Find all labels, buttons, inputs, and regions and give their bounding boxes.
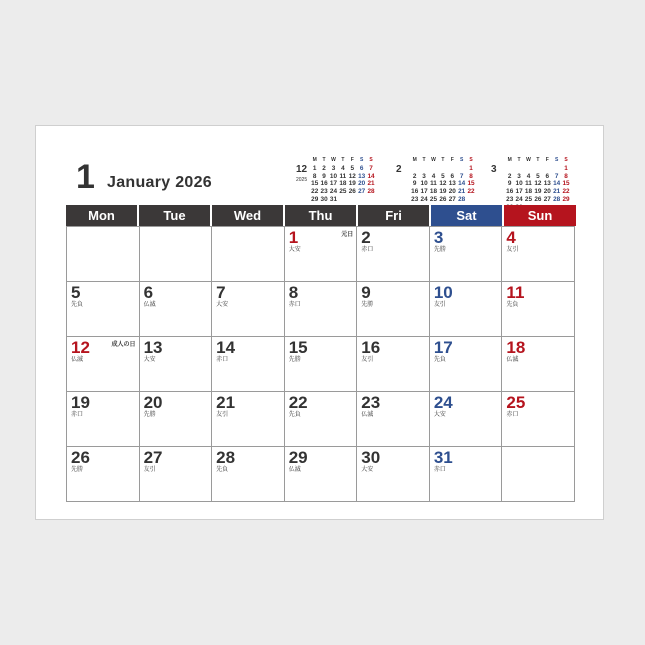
rokuyo-label: 先負 (71, 302, 84, 308)
mini-day: 28 (367, 188, 375, 196)
mini-day: 22 (311, 188, 319, 196)
day-cell (285, 227, 358, 282)
day-cell (140, 447, 213, 502)
day-cell (67, 282, 140, 337)
mini-day: 24 (420, 195, 428, 203)
rokuyo-label: 友引 (143, 467, 156, 473)
mini-day: 13 (543, 180, 551, 188)
mini-day: 14 (458, 180, 466, 188)
rokuyo-label: 赤口 (361, 247, 374, 253)
day-number: 19 (71, 393, 90, 412)
day-number: 12 (71, 338, 90, 357)
mini-day (514, 165, 523, 173)
mini-day: 21 (553, 188, 561, 196)
mini-weekday-header: T (536, 157, 540, 163)
mini-day: 23 (411, 195, 419, 203)
mini-day: 15 (311, 180, 319, 188)
rokuyo-label: 仏滅 (143, 302, 156, 308)
mini-day: 7 (459, 172, 464, 180)
mini-day (552, 165, 561, 173)
day-number: 13 (143, 338, 163, 357)
rokuyo-label: 大安 (433, 412, 446, 418)
weekday-header (66, 205, 576, 226)
mini-calendar-label: 12 (296, 164, 308, 175)
mini-weekday-header: T (517, 157, 521, 163)
mini-calendar-label: 3 (491, 164, 497, 175)
day-cell (67, 337, 140, 392)
mini-day: 6 (545, 172, 550, 180)
day-number: 16 (361, 338, 381, 357)
day-cell (430, 337, 503, 392)
day-number: 11 (506, 283, 525, 302)
mini-day: 9 (412, 180, 417, 188)
day-cell (357, 447, 430, 502)
mini-weekday-header: S (469, 157, 473, 163)
rokuyo-label: 先負 (288, 412, 301, 418)
mini-weekday-header: M (412, 157, 417, 163)
day-number: 29 (288, 448, 308, 467)
mini-day: 11 (430, 180, 437, 188)
mini-day: 25 (429, 195, 438, 203)
mini-day (419, 165, 428, 173)
mini-day: 25 (339, 188, 347, 196)
mini-day: 21 (458, 188, 466, 196)
mini-weekday-header: T (322, 157, 326, 163)
mini-day: 7 (554, 172, 559, 180)
weekday-wed: Wed (212, 205, 283, 226)
mini-weekday-header: S (459, 157, 464, 163)
mini-day: 4 (341, 164, 345, 172)
rokuyo-label: 赤口 (506, 412, 519, 418)
mini-day (410, 165, 419, 173)
mini-day: 19 (439, 188, 447, 196)
mini-day: 29 (562, 195, 570, 203)
rokuyo-label: 赤口 (433, 467, 446, 473)
mini-day (366, 196, 375, 204)
day-number: 2 (361, 228, 371, 247)
day-cell (67, 447, 140, 502)
day-number: 20 (143, 393, 163, 412)
day-number: 9 (361, 283, 371, 302)
mini-day: 10 (329, 172, 338, 180)
mini-day: 18 (339, 180, 347, 188)
mini-day: 10 (420, 180, 428, 188)
rokuyo-label: 赤口 (216, 357, 229, 363)
mini-day: 17 (515, 188, 523, 196)
day-cell (212, 447, 285, 502)
day-number: 1 (288, 228, 299, 247)
rokuyo-label: 先勝 (361, 302, 374, 308)
rokuyo-label: 赤口 (71, 412, 84, 418)
day-cell (140, 337, 213, 392)
mini-day: 27 (358, 188, 366, 196)
rokuyo-label: 仏滅 (288, 467, 301, 473)
mini-weekday-header: T (422, 157, 426, 163)
day-number: 23 (361, 393, 381, 412)
mini-day: 20 (543, 188, 551, 196)
mini-day: 6 (450, 172, 455, 180)
rokuyo-label: 先勝 (288, 357, 301, 363)
day-cell (502, 282, 575, 337)
rokuyo-label: 仏滅 (71, 357, 84, 363)
rokuyo-label: 友引 (433, 302, 446, 308)
mini-day: 22 (562, 188, 570, 196)
day-number: 22 (288, 393, 308, 412)
mini-day (338, 196, 347, 204)
day-number: 10 (433, 283, 453, 302)
mini-day (457, 165, 466, 173)
rokuyo-label: 大安 (143, 357, 156, 363)
day-number: 15 (288, 338, 308, 357)
month-grid (66, 226, 575, 502)
day-cell (140, 227, 213, 282)
mini-day (543, 165, 552, 173)
mini-weekday-header: S (369, 157, 373, 163)
mini-day: 13 (358, 172, 366, 180)
mini-day: 8 (469, 172, 473, 180)
mini-day: 12 (348, 172, 356, 180)
mini-day: 8 (312, 172, 317, 180)
day-cell (140, 282, 213, 337)
mini-weekday-header: W (331, 157, 336, 163)
rokuyo-label: 先勝 (433, 247, 446, 253)
mini-day: 30 (320, 195, 328, 203)
mini-day: 4 (526, 172, 531, 180)
weekday-mon: Mon (66, 205, 137, 226)
mini-day: 23 (320, 188, 328, 196)
mini-weekday-header: F (545, 157, 549, 163)
mini-day: 17 (420, 188, 428, 196)
day-cell (67, 392, 140, 447)
day-cell (502, 392, 575, 447)
day-number: 3 (433, 228, 444, 247)
mini-day: 3 (422, 172, 426, 180)
mini-day (505, 165, 514, 173)
mini-day: 14 (367, 172, 375, 180)
mini-weekday-header: M (312, 157, 317, 163)
rokuyo-label: 大安 (288, 247, 301, 253)
mini-day: 12 (534, 180, 542, 188)
mini-weekday-header: S (359, 157, 364, 163)
mini-day: 28 (553, 195, 561, 203)
mini-day: 23 (506, 195, 514, 203)
month-number: 1 (76, 158, 95, 196)
mini-day: 13 (448, 180, 456, 188)
day-cell (430, 227, 503, 282)
mini-day: 3 (517, 172, 521, 180)
mini-day: 26 (348, 188, 356, 196)
day-number: 25 (506, 393, 526, 412)
mini-weekday-header: F (350, 157, 354, 163)
mini-day: 26 (439, 195, 447, 203)
mini-day: 3 (331, 164, 336, 172)
rokuyo-label: 赤口 (288, 302, 301, 308)
day-cell (502, 447, 575, 502)
mini-weekday-header: F (450, 157, 454, 163)
mini-day: 5 (536, 172, 540, 180)
mini-day: 17 (329, 180, 338, 188)
day-number: 5 (71, 283, 81, 302)
day-number: 14 (216, 338, 236, 357)
mini-day: 2 (412, 172, 417, 180)
mini-calendar-label: 2 (396, 164, 402, 175)
mini-day: 10 (515, 180, 523, 188)
mini-weekday-header: S (564, 157, 568, 163)
day-cell (285, 337, 358, 392)
mini-day: 24 (329, 188, 338, 196)
mini-day: 5 (350, 164, 355, 172)
mini-day: 22 (467, 188, 475, 196)
mini-day (448, 165, 457, 173)
mini-day: 24 (515, 195, 523, 203)
mini-day: 19 (348, 180, 356, 188)
mini-day: 11 (525, 180, 532, 188)
rokuyo-label: 先勝 (71, 467, 84, 473)
mini-weekday-header: M (507, 157, 512, 163)
day-number: 30 (361, 448, 381, 467)
mini-day: 20 (358, 180, 366, 188)
mini-day (357, 196, 366, 204)
mini-day: 21 (367, 180, 375, 188)
mini-day: 15 (562, 180, 570, 188)
mini-day: 2 (507, 172, 512, 180)
weekday-tue: Tue (139, 205, 210, 226)
day-cell (430, 447, 503, 502)
day-number: 28 (216, 448, 236, 467)
mini-day: 8 (564, 172, 568, 180)
day-cell (212, 337, 285, 392)
mini-day: 16 (506, 188, 514, 196)
mini-day: 28 (458, 195, 466, 203)
rokuyo-label: 先負 (433, 357, 446, 363)
holiday-label: 元日 (341, 232, 354, 238)
rokuyo-label: 仏滅 (361, 412, 374, 418)
rokuyo-label: 先負 (506, 302, 519, 308)
mini-day (348, 196, 357, 204)
mini-day: 1 (564, 164, 568, 172)
mini-calendar-year: 2025 (296, 177, 308, 183)
mini-day: 6 (359, 164, 364, 172)
mini-weekday-header: S (554, 157, 559, 163)
day-number: 24 (433, 393, 453, 412)
mini-day: 25 (524, 195, 533, 203)
day-cell (212, 227, 285, 282)
day-number: 21 (216, 393, 236, 412)
mini-day (533, 165, 542, 173)
mini-weekday-header: T (341, 157, 345, 163)
mini-weekday-header: W (526, 157, 531, 163)
mini-day: 27 (448, 195, 456, 203)
day-cell (285, 447, 358, 502)
mini-day: 26 (534, 195, 542, 203)
day-cell (357, 227, 430, 282)
day-cell (357, 282, 430, 337)
day-cell (67, 227, 140, 282)
day-number: 27 (143, 448, 163, 467)
mini-day: 29 (311, 195, 319, 203)
day-number: 6 (143, 283, 154, 302)
day-number: 31 (433, 448, 453, 467)
rokuyo-label: 大安 (216, 302, 229, 308)
weekday-fri: Fri (358, 205, 429, 226)
month-name: January 2026 (107, 174, 213, 191)
day-number: 8 (288, 283, 299, 302)
weekday-sun: Sun (504, 205, 576, 226)
mini-day: 9 (322, 172, 326, 180)
mini-day: 1 (312, 164, 317, 172)
mini-day: 27 (543, 195, 551, 203)
mini-day: 2 (322, 164, 326, 172)
day-cell (430, 392, 503, 447)
mini-day (466, 196, 475, 204)
day-cell (212, 392, 285, 447)
mini-day: 12 (439, 180, 447, 188)
rokuyo-label: 大安 (361, 467, 374, 473)
mini-day: 16 (411, 188, 419, 196)
rokuyo-label: 先負 (216, 467, 229, 473)
day-cell (502, 227, 575, 282)
mini-day: 18 (429, 188, 438, 196)
weekday-thu: Thu (285, 205, 356, 226)
day-cell (285, 392, 358, 447)
day-cell (285, 282, 358, 337)
day-cell (212, 282, 285, 337)
mini-day: 5 (441, 172, 445, 180)
day-cell (357, 392, 430, 447)
mini-day: 19 (534, 188, 542, 196)
day-cell (357, 337, 430, 392)
day-number: 26 (71, 448, 90, 467)
rokuyo-label: 仏滅 (506, 357, 519, 363)
mini-weekday-header: T (441, 157, 445, 163)
day-number: 4 (506, 228, 516, 247)
weekday-sat: Sat (431, 205, 502, 226)
day-number: 7 (216, 283, 226, 302)
rokuyo-label: 友引 (361, 357, 374, 363)
rokuyo-label: 先勝 (143, 412, 156, 418)
rokuyo-label: 友引 (506, 247, 519, 253)
holiday-label: 成人の日 (111, 342, 136, 348)
mini-day: 20 (448, 188, 456, 196)
mini-day (429, 165, 438, 173)
mini-day: 14 (553, 180, 561, 188)
mini-day: 11 (339, 172, 347, 180)
mini-day: 15 (467, 180, 475, 188)
mini-weekday-header: W (431, 157, 436, 163)
mini-day: 18 (524, 188, 533, 196)
rokuyo-label: 友引 (216, 412, 229, 418)
mini-day (524, 165, 533, 173)
day-cell (430, 282, 503, 337)
day-cell (502, 337, 575, 392)
mini-day: 31 (329, 195, 338, 203)
mini-day: 7 (369, 164, 373, 172)
mini-day: 9 (507, 180, 512, 188)
day-number: 18 (506, 338, 526, 357)
mini-day: 1 (469, 164, 473, 172)
mini-day: 16 (320, 180, 328, 188)
day-cell (140, 392, 213, 447)
mini-day: 4 (431, 172, 436, 180)
day-number: 17 (433, 338, 453, 357)
mini-day (438, 165, 447, 173)
